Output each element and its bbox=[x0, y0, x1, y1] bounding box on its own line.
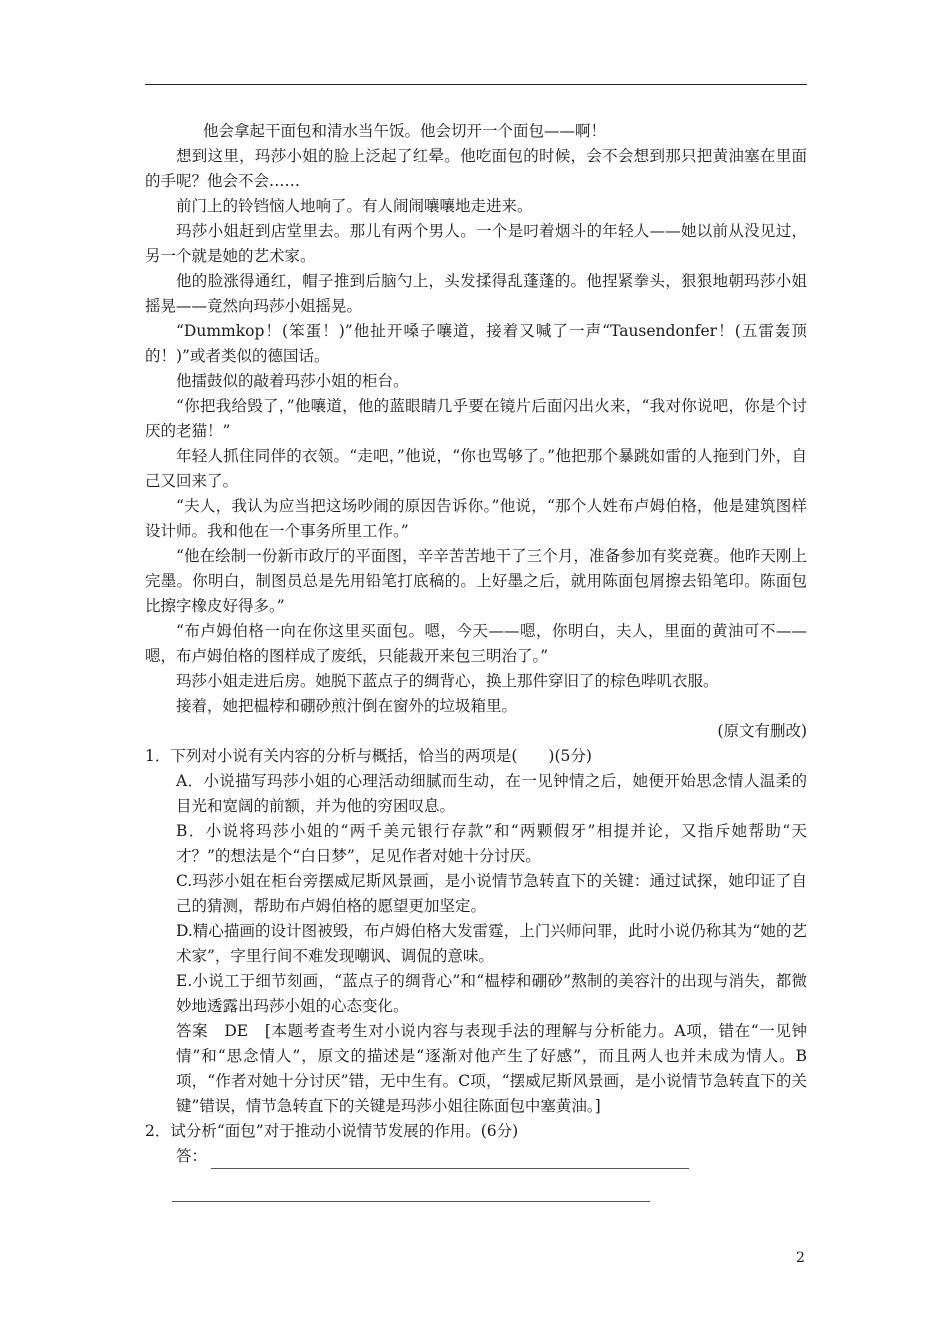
paragraph: 他会拿起干面包和清水当午饭。他会切开一个面包——啊！ bbox=[203, 122, 607, 140]
source-note: (原文有删改) bbox=[717, 722, 807, 740]
paragraph: 他擂鼓似的敲着玛莎小姐的柜台。 bbox=[176, 372, 409, 390]
paragraph: “你把我给毁了，”他嚷道，他的蓝眼睛几乎要在镜片后面闪出火来，“我对你说吧，你是个讨厌的老猫！” bbox=[145, 397, 807, 440]
paragraph: “Dummkop！(笨蛋！)”他扯开嗓子嚷道，接着又喊了一声“Tausendonfer！(五雷轰顶的！)”或者类似的德国话。 bbox=[145, 322, 807, 365]
answer-blank-line[interactable] bbox=[172, 1183, 650, 1202]
paragraph: “夫人，我认为应当把这场吵闹的原因告诉你。”他说，“那个人姓布卢姆伯格，他是建筑图样设计师。我和他在一个事务所里工作。” bbox=[145, 497, 807, 540]
option-c: C.玛莎小姐在柜台旁摆威尼斯风景画，是小说情节急转直下的关键：通过试探，她印证了自己的猜测，帮助布卢姆伯格的愿望更加坚定。 bbox=[176, 872, 807, 915]
paragraph: 接着，她把榅桲和硼砂煎汁倒在窗外的垃圾箱里。 bbox=[176, 697, 518, 715]
answer-row-2 bbox=[172, 1177, 807, 1202]
paragraph: 想到这里，玛莎小姐的脸上泛起了红晕。他吃面包的时候，会不会想到那只把黄油塞在里面的手呢？他会不会…… bbox=[145, 147, 807, 190]
answer-blank-line[interactable] bbox=[211, 1150, 689, 1169]
paragraph: 玛莎小姐赶到店堂里去。那儿有两个男人。一个是叼着烟斗的年轻人——她以前从没见过，另一个就是她的艺术家。 bbox=[145, 222, 807, 265]
paragraph: “布卢姆伯格一向在你这里买面包。嗯，今天——嗯，你明白，夫人，里面的黄油可不——嗯，布卢姆伯格的图样成了废纸，只能裁开来包三明治了。” bbox=[145, 622, 807, 665]
question-1-stem: 1．下列对小说有关内容的分析与概括，恰当的两项是( )(5分) bbox=[145, 747, 592, 765]
header-rule bbox=[145, 84, 807, 85]
paragraph: “他在绘制一份新市政厅的平面图，辛辛苦苦地干了三个月，准备参加有奖竞赛。他昨天刚上完墨。你明白，制图员总是先用铅笔打底稿的。上好墨之后，就用陈面包屑擦去铅笔印。陈面包比擦字橡皮好得多。” bbox=[145, 547, 807, 615]
paragraph: 年轻人抓住同伴的衣领。“走吧，”他说，“你也骂够了。”他把那个暴跳如雷的人拖到门外，自己又回来了。 bbox=[145, 447, 807, 490]
document-body bbox=[145, 119, 807, 1202]
answer-label: 答： bbox=[176, 1147, 208, 1165]
paragraph: 他的脸涨得通红，帽子推到后脑勺上，头发揉得乱蓬蓬的。他捏紧拳头，狠狠地朝玛莎小姐摇晃——竟然向玛莎小姐摇晃。 bbox=[145, 272, 807, 315]
question-1-answer: 答案 DE [本题考查考生对小说内容与表现手法的理解与分析能力。A项，错在“一见钟情”和“思念情人”，原文的描述是“逐渐对他产生了好感”，而且两人也并未成为情人。B项，“作者对她十分讨厌”错，无中生有。C项，“摆威尼斯风景画，是小说情节急转直下的关键”错误，情节急转直下的关键是玛莎小姐往陈面包中塞黄油。] bbox=[176, 1022, 807, 1115]
question-2-stem: 2．试分析“面包”对于推动小说情节发展的作用。(6分) bbox=[145, 1122, 519, 1140]
option-a: A．小说描写玛莎小姐的心理活动细腻而生动，在一见钟情之后，她便开始思念情人温柔的目光和宽阔的前额，并为他的穷困叹息。 bbox=[176, 772, 807, 815]
paragraph: 玛莎小姐走进后房。她脱下蓝点子的绸背心，换上那件穿旧了的棕色哔叽衣服。 bbox=[176, 672, 719, 690]
option-b: B．小说将玛莎小姐的“两千美元银行存款”和“两颗假牙”相提并论，又指斥她帮助“天才？”的想法是个“白日梦”，足见作者对她十分讨厌。 bbox=[176, 822, 807, 865]
answer-row bbox=[176, 1144, 807, 1169]
paragraph: 前门上的铃铛恼人地响了。有人闹闹嚷嚷地走进来。 bbox=[176, 197, 533, 215]
option-e: E.小说工于细节刻画，“蓝点子的绸背心”和“榅桲和硼砂”熬制的美容汁的出现与消失，都微妙地透露出玛莎小姐的心态变化。 bbox=[176, 972, 807, 1015]
option-d: D.精心描画的设计图被毁，布卢姆伯格大发雷霆，上门兴师问罪，此时小说仍称其为“她的艺术家”，字里行间不难发现嘲讽、调侃的意味。 bbox=[176, 922, 807, 965]
page-number: 2 bbox=[796, 1250, 805, 1266]
